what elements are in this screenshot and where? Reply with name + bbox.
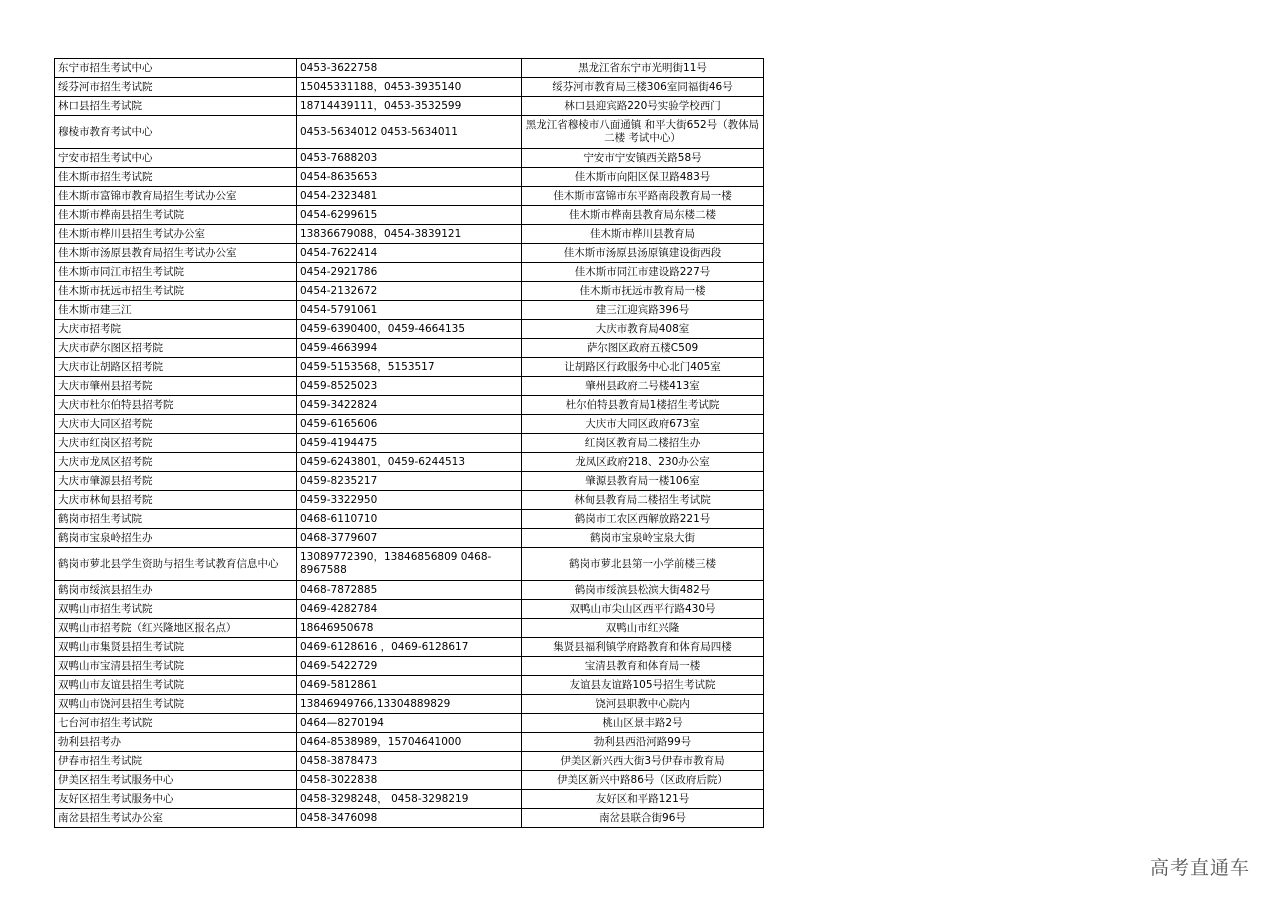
table-row [55,282,764,301]
address: 大庆市大同区政府673室 [522,415,764,434]
phone-number: 0469-4282784 [297,600,522,619]
address: 萨尔图区政府五楼C509 [522,339,764,358]
address: 集贤县福利镇学府路教育和体育局四楼 [522,638,764,657]
institution-name: 宁安市招生考试中心 [55,149,297,168]
table-row [55,657,764,676]
address: 龙凤区政府218、230办公室 [522,453,764,472]
phone-number: 0458-3878473 [297,752,522,771]
institution-name: 佳木斯市抚远市招生考试院 [55,282,297,301]
table-row [55,244,764,263]
address: 饶河县职教中心院内 [522,695,764,714]
contact-table [54,58,764,828]
phone-number: 0459-8525023 [297,377,522,396]
table-row [55,790,764,809]
table-row [55,358,764,377]
table-row [55,434,764,453]
phone-number: 0454-8635653 [297,168,522,187]
address: 宝清县教育和体育局一楼 [522,657,764,676]
phone-number: 0458-3022838 [297,771,522,790]
phone-number: 0459-4663994 [297,339,522,358]
address: 让胡路区行政服务中心北门405室 [522,358,764,377]
table-row [55,752,764,771]
table-row [55,529,764,548]
phone-number: 13846949766,13304889829 [297,695,522,714]
address: 林口县迎宾路220号实验学校西门 [522,97,764,116]
phone-number: 0454-5791061 [297,301,522,320]
institution-name: 佳木斯市汤原县教育局招生考试办公室 [55,244,297,263]
institution-name: 双鸭山市集贤县招生考试院 [55,638,297,657]
phone-number: 0459-6165606 [297,415,522,434]
phone-number: 0468-7872885 [297,581,522,600]
institution-name: 鹤岗市招生考试院 [55,510,297,529]
institution-name: 鹤岗市萝北县学生资助与招生考试教育信息中心 [55,548,297,581]
table-row [55,695,764,714]
institution-name: 双鸭山市招考院（红兴隆地区报名点） [55,619,297,638]
address: 友好区和平路121号 [522,790,764,809]
address: 勃利县西沿河路99号 [522,733,764,752]
institution-name: 双鸭山市友谊县招生考试院 [55,676,297,695]
address: 宁安市宁安镇西关路58号 [522,149,764,168]
table-row [55,714,764,733]
table-row [55,733,764,752]
table-row [55,168,764,187]
table-row [55,339,764,358]
address: 佳木斯市同江市建设路227号 [522,263,764,282]
table-row [55,771,764,790]
phone-number: 0464—8270194 [297,714,522,733]
institution-name: 七台河市招生考试院 [55,714,297,733]
phone-number: 18714439111，0453-3532599 [297,97,522,116]
table-row [55,97,764,116]
table-row [55,377,764,396]
address: 林甸县教育局二楼招生考试院 [522,491,764,510]
address: 佳木斯市桦南县教育局东楼二楼 [522,206,764,225]
address: 伊美区新兴西大街3号伊春市教育局 [522,752,764,771]
table-row [55,472,764,491]
table-row [55,453,764,472]
table-row [55,116,764,149]
phone-number: 0453-3622758 [297,59,522,78]
table-row [55,320,764,339]
institution-name: 鹤岗市绥滨县招生办 [55,581,297,600]
institution-name: 大庆市大同区招考院 [55,415,297,434]
phone-number: 0459-5153568，5153517 [297,358,522,377]
table-row [55,59,764,78]
phone-number: 0464-8538989，15704641000 [297,733,522,752]
phone-number: 0469-5812861 [297,676,522,695]
phone-number: 0459-8235217 [297,472,522,491]
address: 鹤岗市宝泉岭宝泉大街 [522,529,764,548]
phone-number: 0468-6110710 [297,510,522,529]
institution-name: 大庆市林甸县招考院 [55,491,297,510]
table-row [55,676,764,695]
phone-number: 0459-3422824 [297,396,522,415]
phone-number: 0453-5634012 0453-5634011 [297,116,522,149]
institution-name: 林口县招生考试院 [55,97,297,116]
institution-name: 勃利县招考办 [55,733,297,752]
table-row [55,263,764,282]
contact-table-body [55,59,764,828]
phone-number: 18646950678 [297,619,522,638]
institution-name: 友好区招生考试服务中心 [55,790,297,809]
address: 佳木斯市桦川县教育局 [522,225,764,244]
table-row [55,638,764,657]
phone-number: 0468-3779607 [297,529,522,548]
address: 佳木斯市富锦市东平路南段教育局一楼 [522,187,764,206]
institution-name: 双鸭山市饶河县招生考试院 [55,695,297,714]
address: 佳木斯市抚远市教育局一楼 [522,282,764,301]
table-row [55,149,764,168]
address: 大庆市教育局408室 [522,320,764,339]
institution-name: 佳木斯市招生考试院 [55,168,297,187]
phone-number: 0454-7622414 [297,244,522,263]
address: 佳木斯市汤原县汤原镇建设街西段 [522,244,764,263]
institution-name: 双鸭山市宝清县招生考试院 [55,657,297,676]
phone-number: 0459-3322950 [297,491,522,510]
address: 双鸭山市红兴隆 [522,619,764,638]
phone-number: 0459-4194475 [297,434,522,453]
phone-number: 15045331188，0453-3935140 [297,78,522,97]
institution-name: 东宁市招生考试中心 [55,59,297,78]
institution-name: 佳木斯市桦南县招生考试院 [55,206,297,225]
institution-name: 大庆市让胡路区招考院 [55,358,297,377]
address: 伊美区新兴中路86号（区政府后院） [522,771,764,790]
phone-number: 0453-7688203 [297,149,522,168]
table-row [55,301,764,320]
institution-name: 大庆市肇源县招考院 [55,472,297,491]
institution-name: 双鸭山市招生考试院 [55,600,297,619]
phone-number: 0454-6299615 [297,206,522,225]
institution-name: 佳木斯市富锦市教育局招生考试办公室 [55,187,297,206]
table-row [55,581,764,600]
phone-number: 0469-5422729 [297,657,522,676]
phone-number: 0454-2132672 [297,282,522,301]
phone-number: 0458-3476098 [297,809,522,828]
address: 鹤岗市萝北县第一小学前楼三楼 [522,548,764,581]
table-row [55,491,764,510]
address: 黑龙江省东宁市光明街11号 [522,59,764,78]
phone-number: 0454-2921786 [297,263,522,282]
address: 佳木斯市向阳区保卫路483号 [522,168,764,187]
address: 红岗区教育局二楼招生办 [522,434,764,453]
table-row [55,619,764,638]
watermark: 高考直通车 [1149,857,1250,879]
address: 鹤岗市工农区西解放路221号 [522,510,764,529]
phone-number: 0459-6243801，0459-6244513 [297,453,522,472]
phone-number: 13089772390，13846856809 0468-8967588 [297,548,522,581]
table-row [55,548,764,581]
table-row [55,809,764,828]
address: 建三江迎宾路396号 [522,301,764,320]
table-row [55,187,764,206]
address: 肇州县政府二号楼413室 [522,377,764,396]
address: 黑龙江省穆棱市八面通镇 和平大街652号（教体局二楼 考试中心） [522,116,764,149]
institution-name: 绥芬河市招生考试院 [55,78,297,97]
institution-name: 大庆市红岗区招考院 [55,434,297,453]
institution-name: 大庆市萨尔图区招考院 [55,339,297,358]
address: 鹤岗市绥滨县松滨大街482号 [522,581,764,600]
phone-number: 0469-6128616 ，0469-6128617 [297,638,522,657]
institution-name: 佳木斯市桦川县招生考试办公室 [55,225,297,244]
address: 杜尔伯特县教育局1楼招生考试院 [522,396,764,415]
institution-name: 大庆市杜尔伯特县招考院 [55,396,297,415]
table-row [55,78,764,97]
phone-number: 0459-6390400，0459-4664135 [297,320,522,339]
phone-number: 13836679088，0454-3839121 [297,225,522,244]
table-row [55,206,764,225]
institution-name: 大庆市招考院 [55,320,297,339]
address: 南岔县联合街96号 [522,809,764,828]
institution-name: 南岔县招生考试办公室 [55,809,297,828]
institution-name: 穆棱市教育考试中心 [55,116,297,149]
phone-number: 0458-3298248， 0458-3298219 [297,790,522,809]
institution-name: 鹤岗市宝泉岭招生办 [55,529,297,548]
institution-name: 佳木斯市同江市招生考试院 [55,263,297,282]
table-row [55,396,764,415]
phone-number: 0454-2323481 [297,187,522,206]
institution-name: 伊美区招生考试服务中心 [55,771,297,790]
institution-name: 大庆市龙凤区招考院 [55,453,297,472]
address: 肇源县教育局一楼106室 [522,472,764,491]
institution-name: 伊春市招生考试院 [55,752,297,771]
table-row [55,415,764,434]
institution-name: 大庆市肇州县招考院 [55,377,297,396]
address: 友谊县友谊路105号招生考试院 [522,676,764,695]
table-row [55,600,764,619]
address: 绥芬河市教育局三楼306室同福街46号 [522,78,764,97]
table-row [55,510,764,529]
address: 桃山区景丰路2号 [522,714,764,733]
table-row [55,225,764,244]
address: 双鸭山市尖山区西平行路430号 [522,600,764,619]
institution-name: 佳木斯市建三江 [55,301,297,320]
